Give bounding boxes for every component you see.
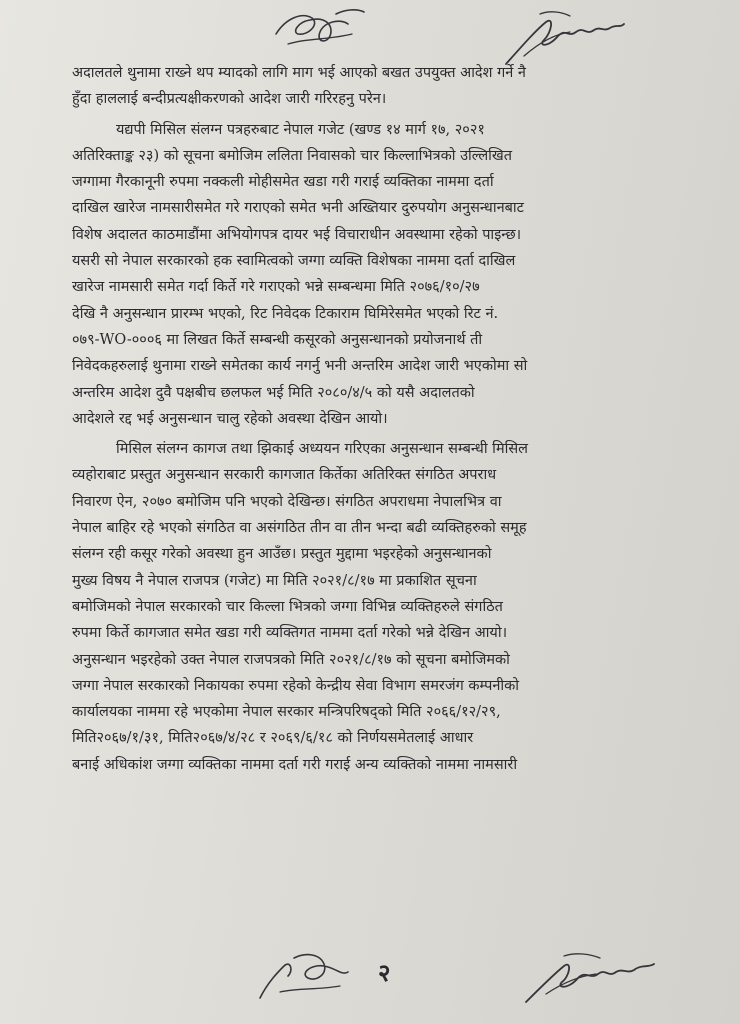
- text-line: जग्गामा गैरकानूनी रुपमा नक्कली मोहीसमेत खडा गरी गराई व्यक्तिका नाममा दर्ता: [72, 174, 494, 191]
- text-line: यसरी सो नेपाल सरकारको हक स्वामित्वको जग्गा व्यक्ति विशेषका नाममा दर्ता दाखिल: [72, 253, 516, 270]
- text-line: हुँदा हाललाई बन्दीप्रत्यक्षीकरणको आदेश जारी गरिरहनु परेन।: [72, 91, 387, 108]
- text-line: देखि नै अनुसन्धान प्रारम्भ भएको, रिट निवेदक टिकाराम घिमिरेसमेत भएको रिट नं.: [72, 305, 499, 322]
- text-line: मिसिल संलग्न कागज तथा झिकाई अध्ययन गरिएका अनुसन्धान सम्बन्धी मिसिल: [116, 441, 528, 458]
- text-line: निवेदकहरुलाई थुनामा राख्ने समेतका कार्य नगर्नु भनी अन्तरिम आदेश जारी भएकोमा सो: [72, 358, 528, 375]
- text-line: खारेज नामसारी समेत गर्दा किर्ते गरे गराएको भन्ने सम्बन्धमा मिति २०७६/१०/२७: [72, 279, 480, 296]
- text-line: अन्तरिम आदेश दुवै पक्षबीच छलफल भई मिति २०८०/४/५ को यसै अदालतको: [72, 384, 475, 401]
- paragraph-1: [72, 60, 698, 113]
- signature-bottom-right: [520, 930, 670, 1010]
- text-line: मुख्य विषय नै नेपाल राजपत्र (गजेट) मा मिति २०२१/८/१७ मा प्रकाशित सूचना: [72, 572, 477, 589]
- text-line: व्यहोराबाट प्रस्तुत अनुसन्धान सरकारी कागजात किर्तेका अतिरिक्त संगठित अपराध: [72, 467, 497, 484]
- text-line: जग्गा नेपाल सरकारको निकायका रुपमा रहेको केन्द्रीय सेवा विभाग समरजंग कम्पनीको: [72, 677, 520, 694]
- text-line: अतिरिक्ताङ्क २३) को सूचना बमोजिम ललिता निवासको चार किल्लाभित्रको उल्लिखित: [72, 147, 513, 164]
- text-line: अदालतले थुनामा राख्ने थप म्यादको लागि माग भई आएको बखत उपयुक्त आदेश गर्ने नै: [72, 65, 526, 81]
- document-body: [72, 60, 698, 778]
- initials-signature-bottom-center: [250, 942, 360, 1008]
- text-line: दाखिल खारेज नामसारीसमेत गरे गराएको समेत भनी अख्तियार दुरुपयोग अनुसन्धानबाट: [72, 200, 524, 217]
- text-line: मिति२०६७/१/३१, मिति२०६७/४/२८ र २०६९/६/१८ को निर्णयसमेतलाई आधार: [72, 730, 474, 747]
- paragraph-2: [72, 117, 698, 433]
- text-line: अनुसन्धान भइरहेको उक्त नेपाल राजपत्रको मिति २०२१/८/१७ को सूचना बमोजिमको: [72, 651, 510, 668]
- text-line: संलग्न रही कसूर गरेको अवस्था हुन आउँछ। प्रस्तुत मुद्दामा भइरहेको अनुसन्धानको: [72, 546, 492, 563]
- initials-signature-top-center: [268, 4, 378, 50]
- text-line: यद्यपी मिसिल संलग्न पत्रहरुबाट नेपाल गजेट (खण्ड १४ मार्ग १७, २०२१: [116, 121, 485, 138]
- text-line: बनाई अधिकांश जग्गा व्यक्तिका नाममा दर्ता गरी गराई अन्य व्यक्तिको नाममा नामसारी: [72, 756, 518, 773]
- text-line: निवारण ऐन, २०७० बमोजिम पनि भएको देखिन्छ। संगठित अपराधमा नेपालभित्र वा: [72, 493, 502, 510]
- paragraph-3: [72, 436, 698, 778]
- text-line: नेपाल बाहिर रहे भएको संगठित वा असंगठित तीन वा तीन भन्दा बढी व्यक्तिहरुको समूह: [72, 520, 527, 537]
- text-line: आदेशले रद्द भई अनुसन्धान चालु रहेको अवस्था देखिन आयो।: [72, 410, 388, 427]
- text-line: बमोजिमको नेपाल सरकारको चार किल्ला भित्रको जग्गा विभिन्न व्यक्तिहरुले संगठित: [72, 598, 503, 615]
- text-line: कार्यालयका नाममा रहे भएकोमा नेपाल सरकार मन्त्रिपरिषद्को मिति २०६६/१२/२९,: [72, 704, 501, 721]
- page-number: २: [378, 958, 391, 987]
- text-line: ०७९-WO-०००६ मा लिखत किर्ते सम्बन्धी कसूरको अनुसन्धानको प्रयोजनार्थ ती: [72, 331, 483, 348]
- text-line: विशेष अदालत काठमाडौंमा अभियोगपत्र दायर भई विचाराधीन अवस्थामा रहेको पाइन्छ।: [72, 226, 522, 243]
- text-line: रुपमा किर्ते कागजात समेत खडा गरी व्यक्तिगत नाममा दर्ता गरेको भन्ने देखिन आयो।: [72, 625, 508, 642]
